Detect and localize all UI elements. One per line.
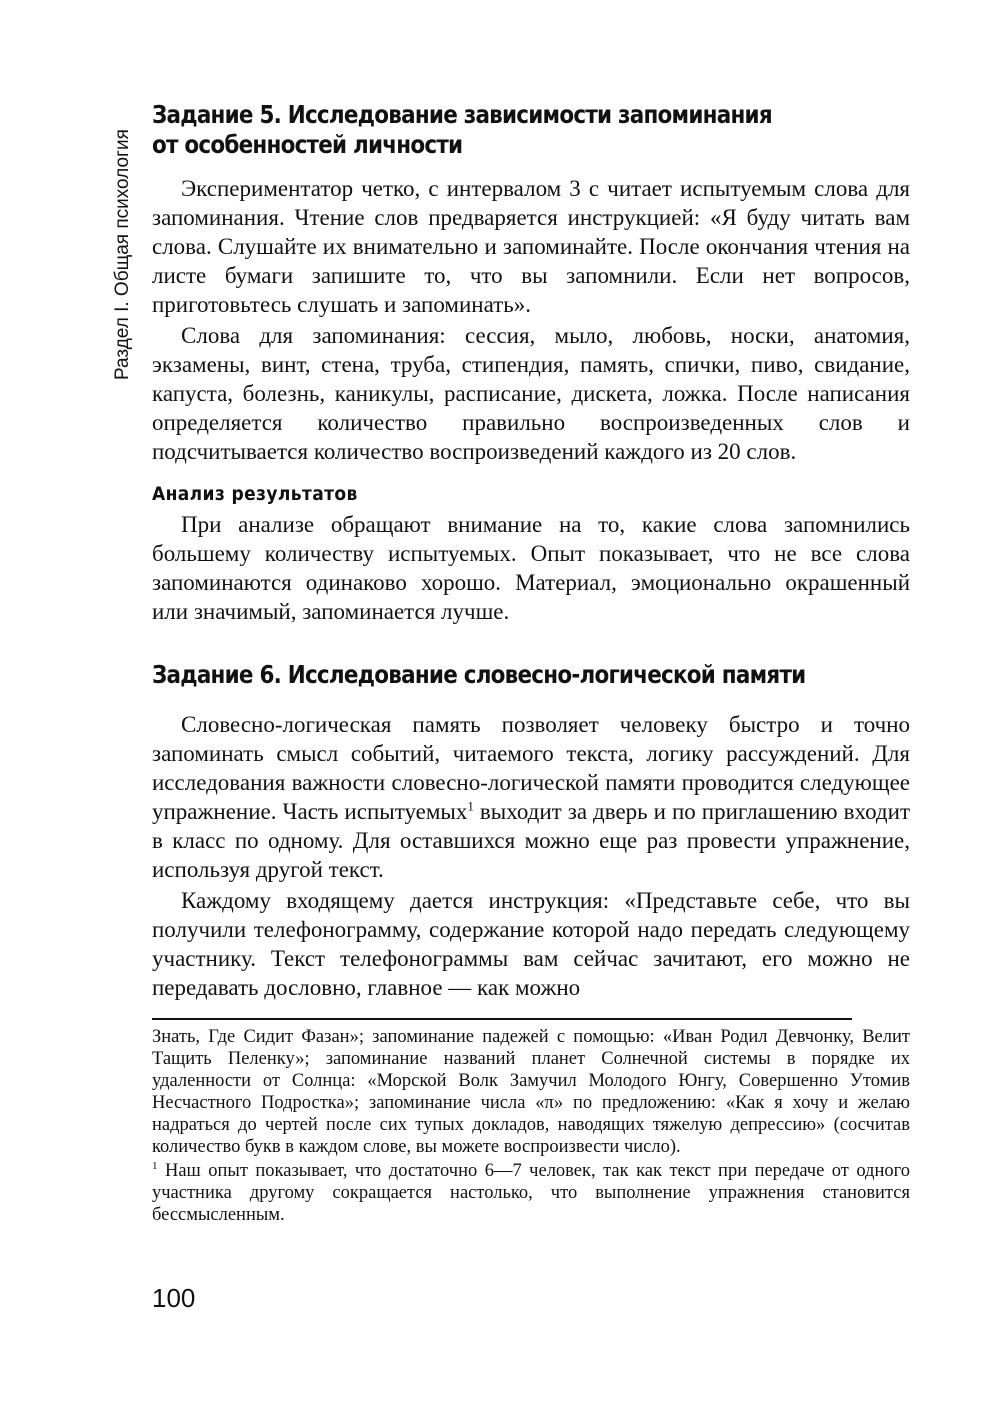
footnote-1 [152, 1160, 910, 1226]
footnote-continuation: Знать, Где Сидит Фазан»; запоминание падежей с помощью: «Иван Родил Девчонку, Велит Тащить Пеленку»; запоминание названий планет Солнечной системы в порядке их удаленности от Солнца: «Морской Волк Замучил Молодого Юнгу, Совершенно Утомив Несчастного Подростка»; запоминание числа «π» по предложению: «Как я хочу и желаю надраться до чертей после сих тупых докладов, наводящих тяжелую депрессию» (сосчитав количество букв в каждом слове, вы можете воспроизвести число). [152, 1027, 910, 1157]
footnote-1-text: Наш опыт показывает, что достаточно 6—7 человек, так как текст при передаче от одного участника другому сокращается настолько, что выполнение упражнения становится бессмысленным. [152, 1161, 910, 1225]
page-number: 100 [152, 1283, 196, 1313]
task6-paragraph-1-part1: Словесно-логическая память позволяет человеку быстро и точно запоминать смысл событий, читаемого текста, логику рассуждений. Для исследования важности словесно-логической памяти проводится следующее упражнение. Часть испытуемых [152, 712, 910, 824]
footnote-1-mark: 1 [152, 1159, 158, 1172]
analysis-heading: Анализ результатов [152, 483, 358, 505]
task5-title [152, 100, 909, 160]
task5-title-line1: Задание 5. Исследование зависимости запоминания [152, 100, 772, 129]
footnote-divider [152, 1018, 852, 1020]
task6-paragraph-1 [152, 710, 910, 884]
running-header: Раздел I. Общая психология [112, 129, 133, 380]
task6-paragraph-2: Каждому входящему дается инструкция: «Представьте себе, что вы получили телефонограмму, содержание которой надо передать следующему участнику. Текст телефонограммы вам сейчас зачитают, его можно не передавать дословно, главное — как можно [152, 888, 910, 1000]
task5-paragraph-3: При анализе обращают внимание на то, какие слова запомнились большему количеству испытуемых. Опыт показывает, что не все слова запоминаются одинаково хорошо. Материал, эмоционально окрашенный или значимый, запоминается лучше. [152, 512, 910, 624]
task5-paragraph-2: Слова для запоминания: сессия, мыло, любовь, носки, анатомия, экзамены, винт, стена, труба, стипендия, память, спички, пиво, свидание, капуста, болезнь, каникулы, расписание, дискета, ложка. После написания определяется количество правильно воспроизведенных слов и подсчитывается количество воспроизведений каждого из 20 слов. [152, 323, 910, 464]
task5-title-line2: от особенностей личности [152, 130, 463, 159]
task6-title: Задание 6. Исследование словесно-логической памяти [152, 660, 806, 689]
footnote-reference: 1 [467, 798, 474, 814]
task6-paragraph-1-part2: выходит за дверь и по приглашению входит в класс по одному. Для оставшихся можно еще раз провести упражнение, используя другой текст. [152, 799, 910, 882]
page-content [152, 100, 910, 1226]
task5-paragraph-1: Экспериментатор четко, с интервалом 3 с читает испытуемым слова для запоминания. Чтение слов предваряется инструкцией: «Я буду читать вам слова. Слушайте их внимательно и запоминайте. После окончания чтения на листе бумаги запишите то, что вы запомнили. Если нет вопросов, приготовьтесь слушать и запоминать». [152, 176, 910, 317]
